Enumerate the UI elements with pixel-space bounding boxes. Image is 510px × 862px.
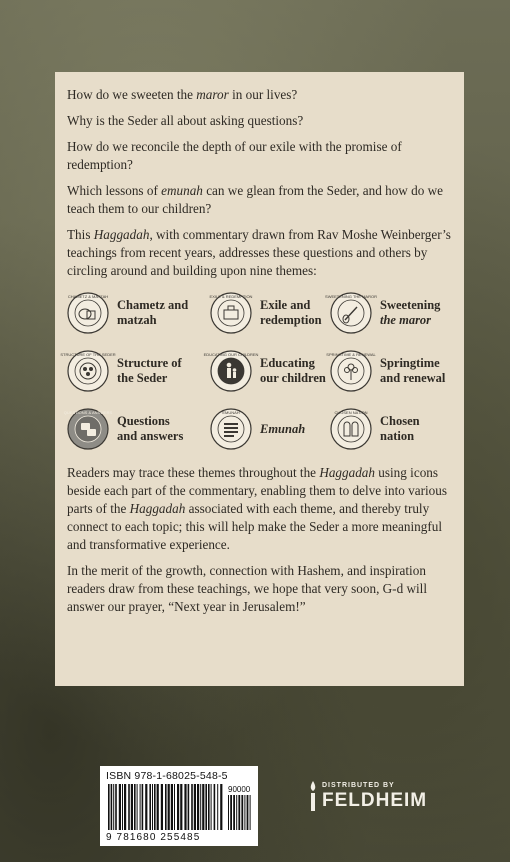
barcode-bar (149, 784, 151, 830)
themes-grid (60, 290, 452, 452)
flower-icon (326, 350, 376, 392)
barcode-bar (157, 784, 159, 830)
candle-flame-icon (308, 780, 318, 812)
barcode-bar (220, 784, 222, 830)
themes-usage-paragraph: Readers may trace these themes throughout the Haggadah using icons beside each part of the commentary, enabling them to delve into various parts of the Haggadah associated with each theme, and thereby truly connect to each topic; this will help make the Seder a more meaningful and transformative experience. (67, 465, 447, 552)
isbn-barcode (100, 766, 258, 846)
tablets-icon (330, 408, 372, 450)
badge-arc-text: EMUNAH (222, 410, 240, 415)
bread-matzah-icon (67, 292, 109, 334)
barcode-bar (191, 784, 193, 830)
barcode-addon-bar (230, 795, 232, 830)
theme-emunah (210, 406, 330, 452)
barcode-bar (174, 784, 175, 830)
barcode-bar (188, 784, 190, 830)
barcode-bar (217, 784, 218, 830)
barcode-bar (119, 784, 121, 830)
distributed-by-label: DISTRIBUTED BY (322, 782, 395, 789)
badge-arc-text: STRUCTURE OF THE SEDER (60, 352, 116, 357)
barcode-bar (124, 784, 126, 830)
barcode-bar (205, 784, 207, 830)
badge-arc-text: CHAMETZ & MATZAH (67, 294, 109, 299)
barcode-bars (106, 784, 252, 832)
theme-label: Structure of the Seder (117, 356, 182, 385)
theme-label: Sweetening the maror (380, 298, 441, 327)
question-3: How do we reconcile the depth of our exile with the promise of redemption? (67, 139, 402, 172)
theme-chametz-matzah (67, 290, 210, 336)
badge-arc-text: EDUCATING OUR CHILDREN (203, 352, 259, 357)
barcode-addon-bar (244, 795, 245, 830)
badge-arc-text: EXILE & REDEMPTION (209, 294, 253, 299)
theme-educating-children (203, 348, 330, 394)
barcode-addon-bar (247, 795, 249, 830)
barcode-addon-bar (241, 795, 243, 830)
barcode-addon: 90000 (228, 785, 251, 794)
theme-structure-seder (60, 348, 210, 394)
question-4: Which lessons of emunah can we glean from the Seder, and how do we teach them to our children? (67, 183, 443, 216)
barcode-bar (154, 784, 156, 830)
barcode-bar (152, 784, 153, 830)
barcode-addon-bar (236, 795, 237, 830)
honey-dipper-icon (325, 292, 377, 334)
barcode-bar (137, 784, 138, 830)
barcode-bar (211, 784, 212, 830)
question-1: How do we sweeten the maror in our lives? (67, 87, 298, 102)
barcode-addon-bar (228, 795, 229, 830)
barcode-digits: 9 781680 255485 (106, 832, 201, 843)
theme-label: Chosen nation (380, 414, 420, 443)
barcode-bar (171, 784, 173, 830)
theme-springtime-renewal (326, 348, 450, 394)
badge-arc-text: CHOSEN NATION (334, 410, 368, 415)
intro-paragraph: This Haggadah, with commentary drawn from Rav Moshe Weinberger’s teachings from recent years, addresses these questions and others by circling around and building upon nine themes: (67, 227, 451, 278)
question-2: Why is the Seder all about asking questions? (67, 113, 304, 128)
barcode-bar (145, 784, 147, 830)
hebrew-text-icon (210, 408, 252, 450)
distributor-logo (308, 782, 438, 812)
theme-label: Exile and redemption (260, 298, 322, 327)
barcode-addon-bar (250, 795, 251, 830)
theme-label: Chametz and matzah (117, 298, 189, 327)
barcode-bar (194, 784, 196, 830)
theme-sweetening-maror (325, 290, 450, 336)
parent-child-icon (203, 350, 259, 392)
theme-label: Springtime and renewal (380, 356, 446, 385)
barcode-bar (200, 784, 201, 830)
barcode-bar (177, 784, 179, 830)
barcode-bar (142, 784, 144, 830)
barcode-bar (208, 784, 210, 830)
temple-icon (210, 292, 252, 334)
closing-paragraph: In the merit of the growth, connection with Hashem, and inspiration readers draw from these teachings, we hope that very soon, G-d will answer our prayer, “Next year in Jerusalem!” (67, 563, 427, 614)
theme-chosen-nation (330, 406, 450, 452)
barcode-addon-bar (238, 795, 240, 830)
barcode-bar (108, 784, 110, 830)
barcode-bar (128, 784, 130, 830)
barcode-bar (214, 784, 216, 830)
distributor-name: FELDHEIM (322, 790, 428, 811)
theme-label: Emunah (260, 421, 306, 436)
barcode-bar (180, 784, 182, 830)
barcode-bar (140, 784, 141, 830)
isbn-text: ISBN 978-1-68025-548-5 (106, 770, 228, 782)
barcode-bar (111, 784, 113, 830)
badge-arc-text: QUESTIONS & ANSWERS (63, 410, 113, 415)
barcode-bar (131, 784, 133, 830)
barcode-bar (134, 784, 136, 830)
barcode-bar (113, 784, 114, 830)
theme-questions-answers (63, 406, 210, 452)
theme-label: Educating our children (260, 356, 326, 385)
barcode-bar (184, 784, 186, 830)
barcode-bar (168, 784, 170, 830)
seder-plate-icon (60, 350, 116, 392)
barcode-bar (165, 784, 167, 830)
barcode-bar (202, 784, 204, 830)
barcode-bar (197, 784, 199, 830)
badge-arc-text: SWEETENING THE MAROR (325, 294, 377, 299)
barcode-bar (122, 784, 123, 830)
theme-exile-redemption (210, 290, 330, 336)
badge-arc-text: SPRINGTIME & RENEWAL (326, 352, 376, 357)
theme-label: Questions and answers (117, 414, 184, 443)
back-cover-panel (55, 72, 464, 686)
barcode-addon-bar (233, 795, 235, 830)
barcode-bar (115, 784, 117, 830)
speech-bubbles-icon (63, 408, 113, 450)
barcode-bar (161, 784, 163, 830)
